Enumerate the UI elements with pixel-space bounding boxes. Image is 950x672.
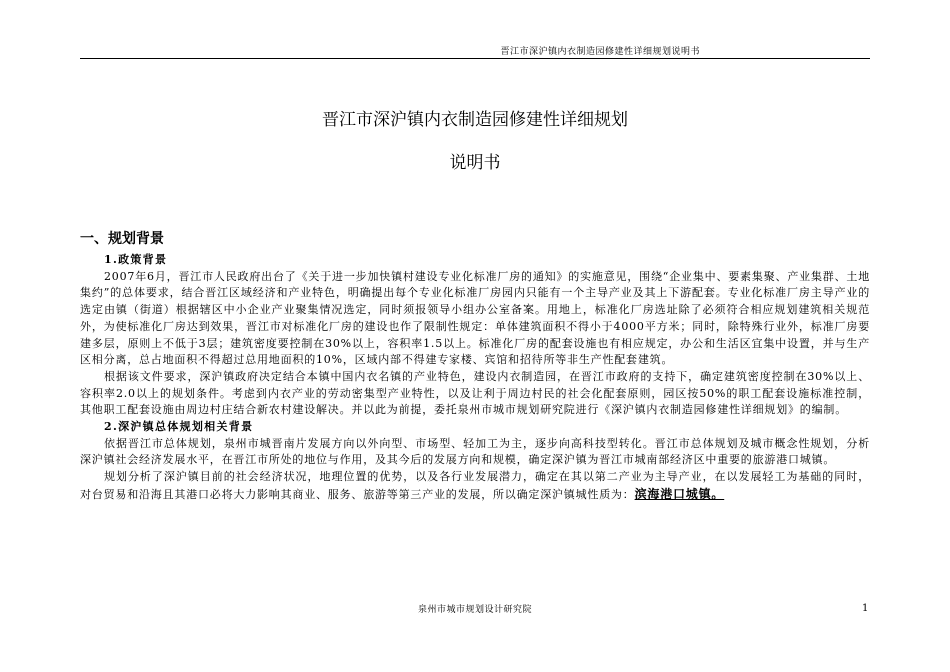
- town-nature-highlight: 滨海港口城镇。: [634, 486, 725, 501]
- section-body: [80, 252, 870, 504]
- document-title: 晋江市深沪镇内衣制造园修建性详细规划: [322, 110, 628, 130]
- paragraph-policy-2: 根据该文件要求，深沪镇政府决定结合本镇中国内衣名镇的产业特色，建设内衣制造园，在晋江市政府的支持下，确定建筑密度控制在30%以上、容积率2.0以上的规划条件。考虑到内衣产业的劳动密集型产业特性，以及让利于周边村民的社会化配套原则，园区按50%的职工配套设施标准控制，其他职工配套设施由周边村庄结合新农村建设解决。并以此为前提，委托泉州市城市规划研究院进行《深沪镇内衣制造园修建性详细规划》的编制。: [80, 369, 870, 417]
- subsection-heading-policy-background: 1.政策背景: [104, 253, 168, 266]
- subsection-heading-master-plan: 2.深沪镇总体规划相关背景: [104, 420, 254, 434]
- document-subtitle: 说明书: [449, 153, 501, 173]
- paragraph-master-plan-1: 依据晋江市总体规划，泉州市城晋南片发展方向以外向型、市场型、轻加工为主，逐步向高科技型转化。晋江市总体规划及城市概念性规划，分析深沪镇社会经济发展水平，在晋江市所处的地位与作用，及其今后的发展方向和规模，确定深沪镇为晋江市城南部经济区中重要的旅游港口城镇。: [80, 436, 870, 467]
- paragraph-policy-1: 2007年6月，晋江市人民政府出台了《关于进一步加快镇村建设专业化标准厂房的通知》的实施意见，围绕“企业集中、要素集聚、产业集群、土地集约”的总体要求，结合晋江区域经济和产业特色，明确提出每个专业化标准厂房园内只能有一个主导产业及其上下游配套。专业化标准厂房主导产业的选定由镇（街道）根据辖区中小企业产业聚集情况选定，同时须报领导小组办公室备案。用地上，标准化厂房选址除了必须符合相应规划建筑相关规范外，为使标准化厂房达到效果，晋江市对标准化厂房的建设也作了限制性规定：单体建筑面积不得小于4000平方米；同时，除特殊行业外，标准厂房要建多层，原则上不低于3层；建筑密度要控制在30%以上，容积率1.5以上。标准化厂房的配套设施也有相应规定，办公和生活区宜集中设置，并与生产区相分离，总占地面积不得超过总用地面积的10%，区域内部不得建专家楼、宾馆和招待所等非生产性配套建筑。: [80, 269, 870, 367]
- page-number: 1: [862, 603, 869, 614]
- running-header: 晋江市深沪镇内衣制造园修建性详细规划说明书: [500, 47, 700, 57]
- paragraph-master-plan-2-text: 规划分析了深沪镇目前的社会经济状况，地理位置的优势，以及各行业发展潜力，确定在其以第二产业为主导产业，在以发展轻工为基础的同时，对台贸易和沿海且其港口必将大力影响其商业、服务、旅游等第三产业的发展，所以确定深沪镇城性质为：: [80, 470, 870, 501]
- section-heading-planning-background: 一、规划背景: [80, 231, 164, 247]
- footer-institution: 泉州市城市规划设计研究院: [417, 605, 532, 615]
- header-divider: [80, 58, 870, 59]
- paragraph-master-plan-2: [80, 469, 870, 503]
